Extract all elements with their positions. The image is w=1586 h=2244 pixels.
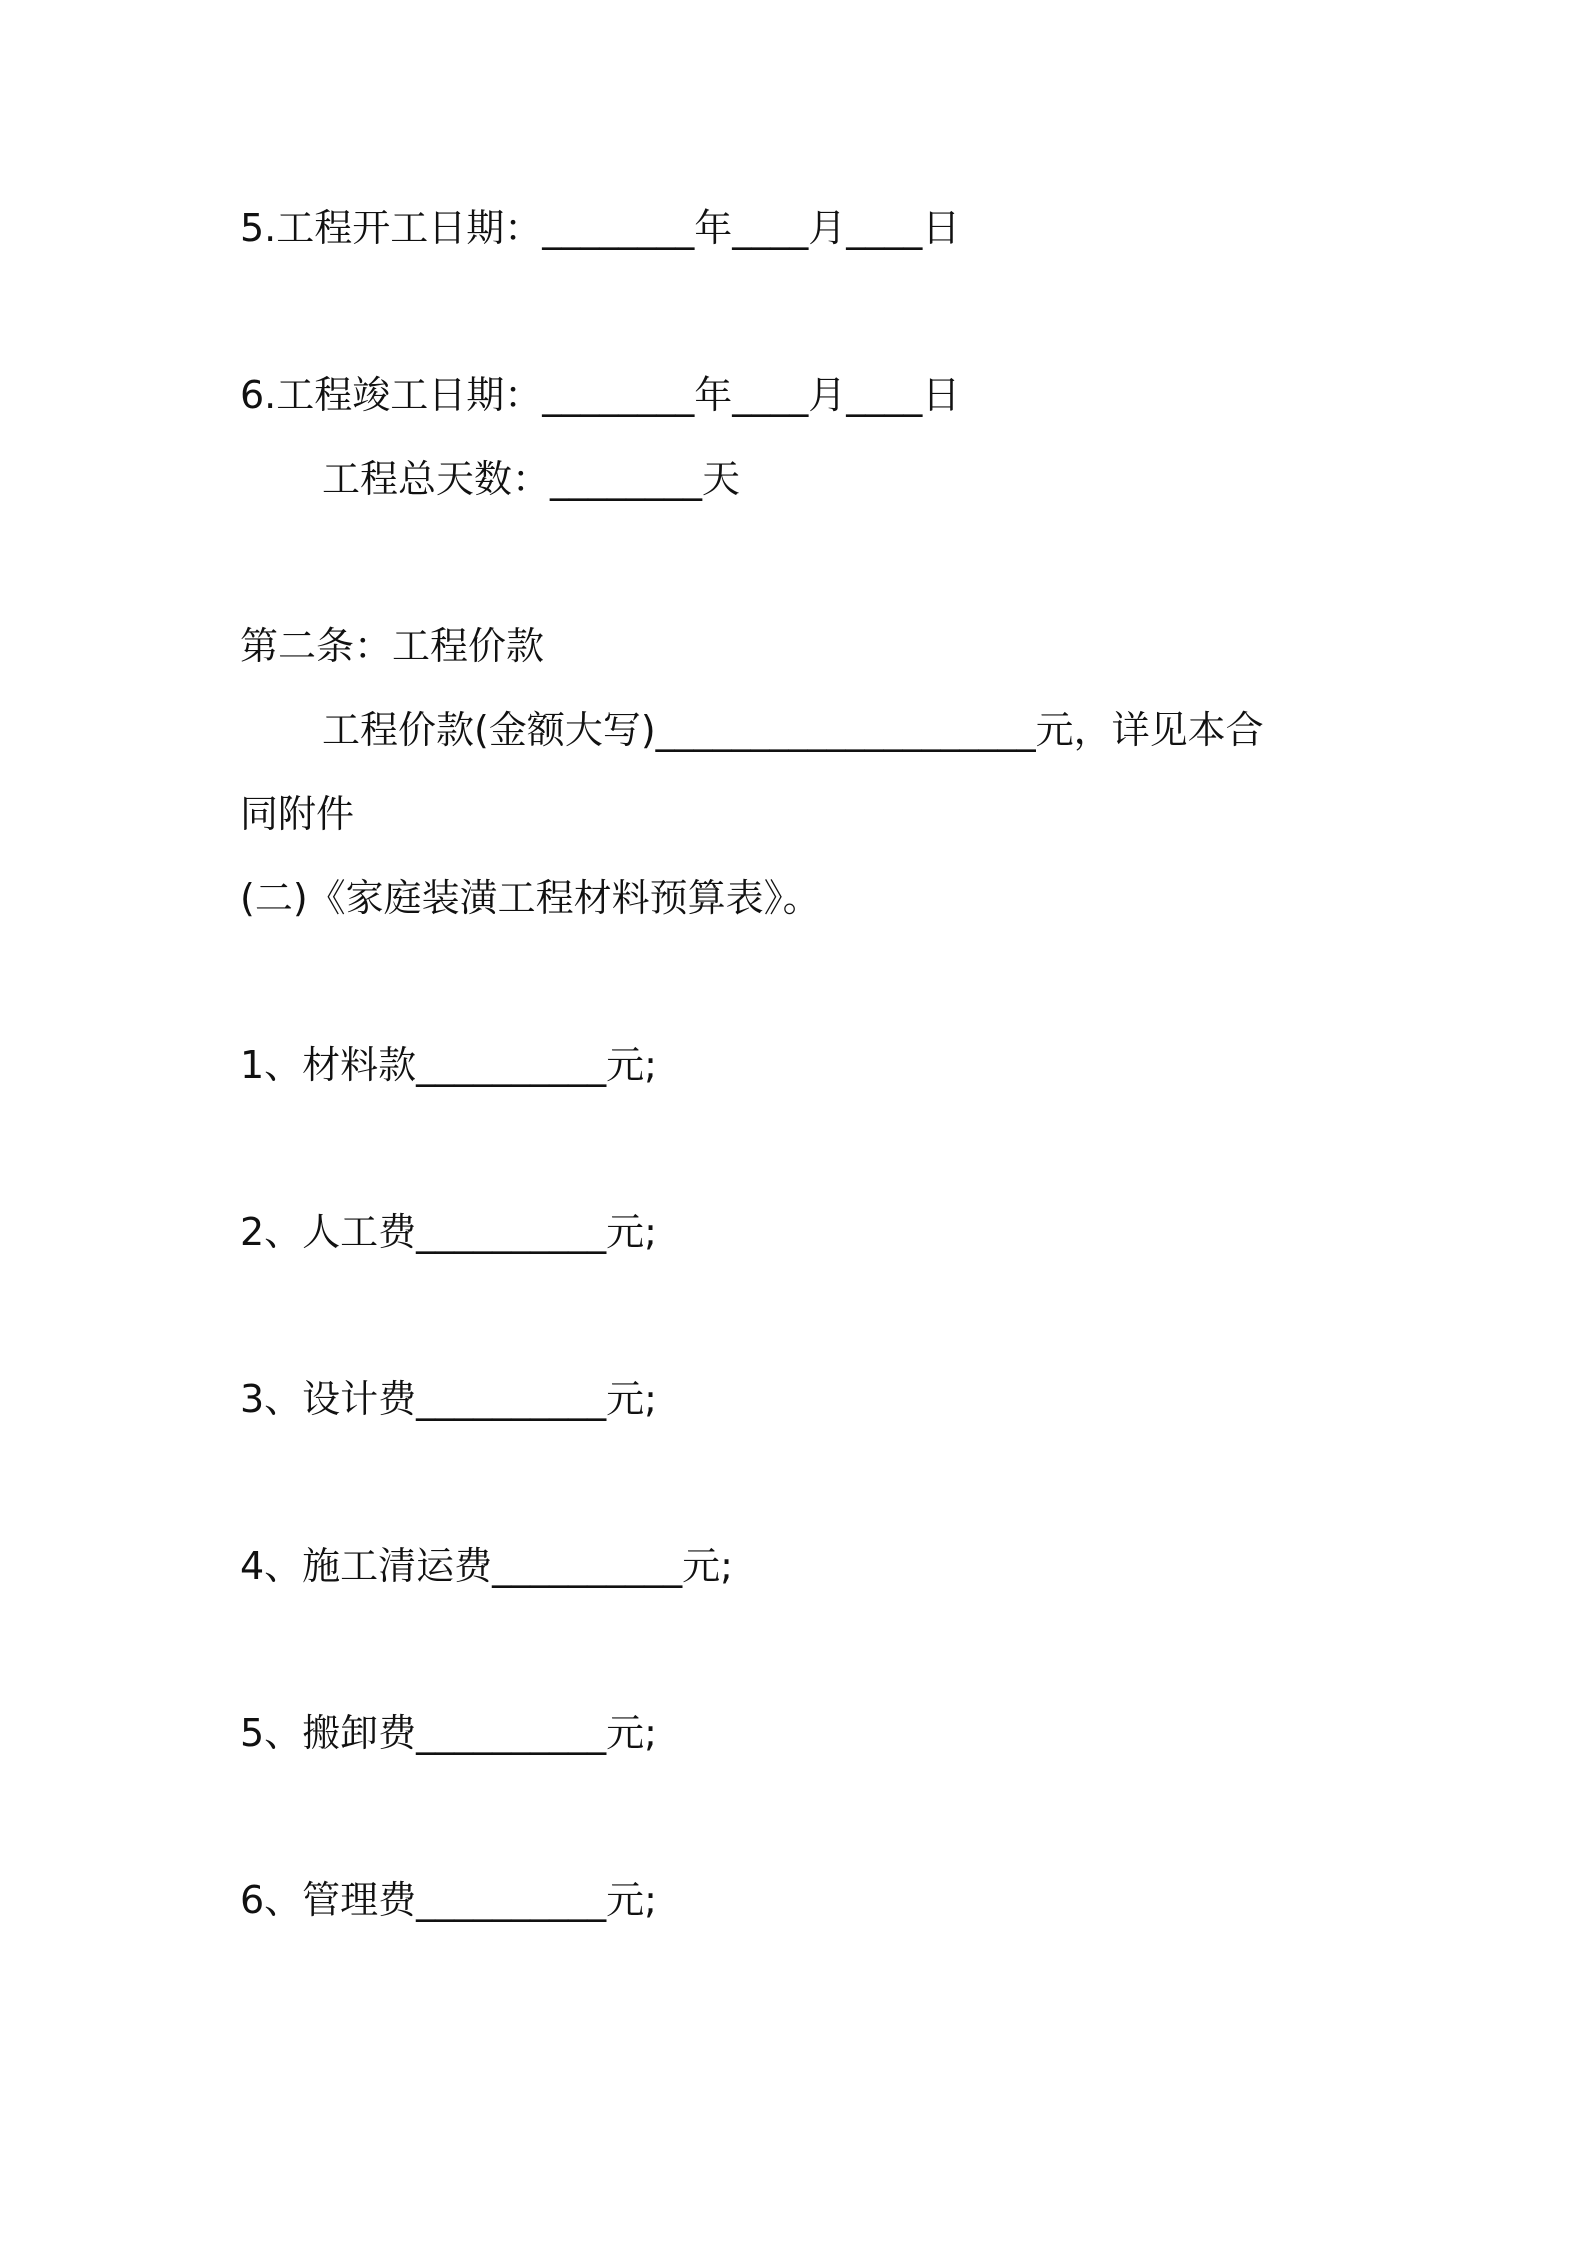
fee-item-cleanup: 4、施工清运费__________元; [240,1544,733,1588]
fee-item-labor: 2、人工费__________元; [240,1210,657,1254]
fee-item-moving: 5、搬卸费__________元; [240,1711,657,1755]
total-days-line: 工程总天数：________天 [322,457,741,501]
fee-item-management: 6、管理费__________元; [240,1878,657,1922]
fee-item-design: 3、设计费__________元; [240,1377,657,1421]
budget-table-reference: (二)《家庭装潢工程材料预算表》。 [240,876,821,920]
price-line-continued: 同附件 [240,792,355,836]
fee-item-materials: 1、材料款__________元; [240,1043,657,1087]
start-date-line: 5.工程开工日期：________年____月____日 [240,206,961,250]
end-date-line: 6.工程竣工日期：________年____月____日 [240,373,961,417]
price-line: 工程价款(金额大写)____________________元，详见本合 [322,708,1264,752]
article-two-heading: 第二条：工程价款 [240,624,545,668]
